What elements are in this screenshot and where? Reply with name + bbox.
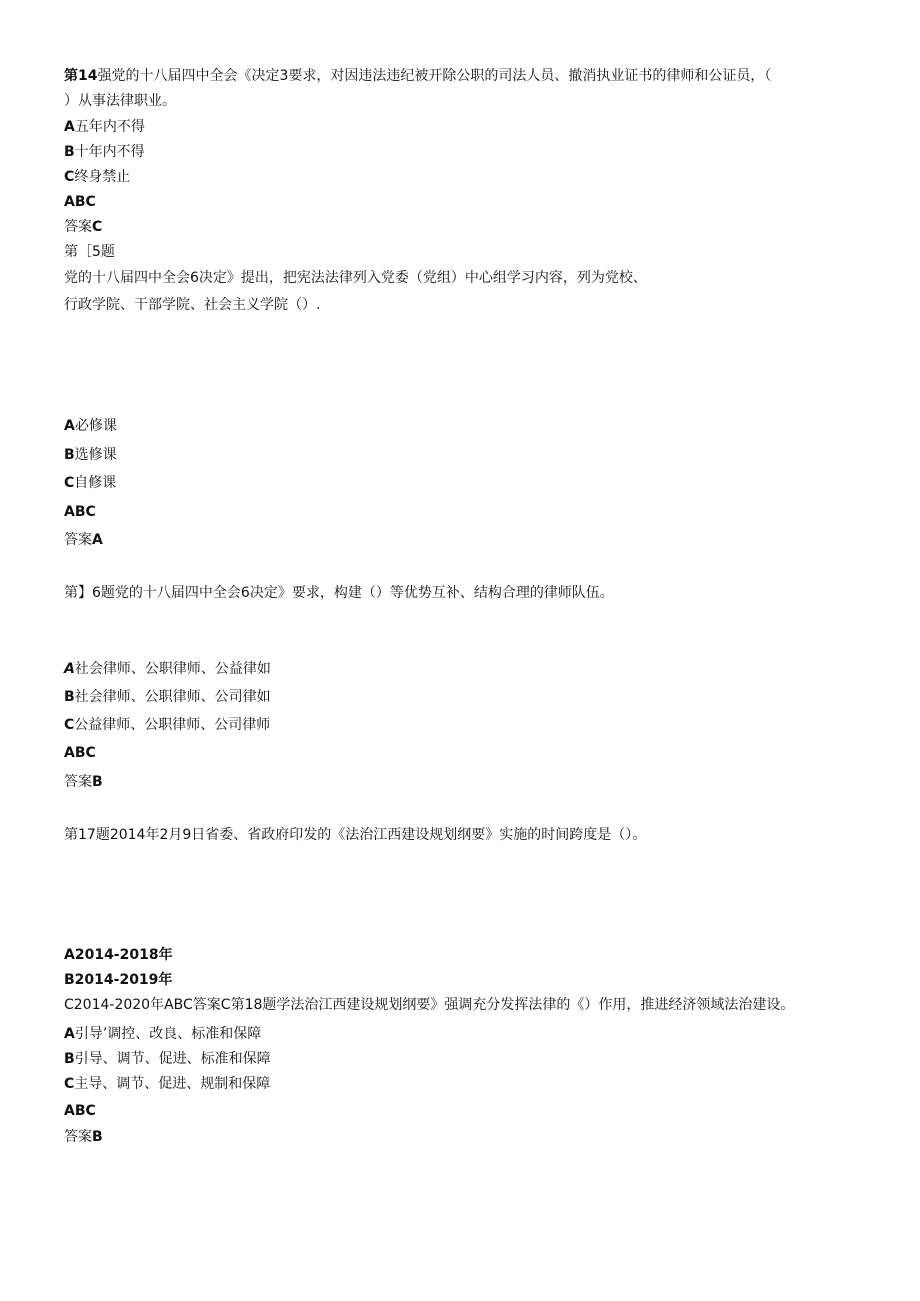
q16-option-a: A社会律师、公职律师、公益律如	[64, 661, 271, 677]
q16-option-c: C公益律师、公职律师、公司律师	[64, 717, 271, 733]
q15-option-b: B选修课	[64, 447, 117, 463]
q14-abc: ABC	[64, 194, 96, 210]
q18-option-a: A引导’调控、改良、标准和保障	[64, 1026, 262, 1042]
q14-stem-line1: 第14强党的十八届四中全会《决定3要求，对因违法违纪被开除公职的司法人员、撤消执业证书的律师和公证员，（	[64, 68, 772, 84]
q15-answer: 答案A	[64, 532, 103, 548]
q16-abc: ABC	[64, 745, 96, 761]
q15-option-a: A必修课	[64, 418, 117, 434]
q18-option-c: C主导、调节、促进、规制和保障	[64, 1076, 271, 1092]
q15-option-c: C自修课	[64, 475, 117, 491]
q15-stem-line1: 党的十八届四中全会6决定》提出，把宪法法律列入党委（党组）中心组学习内容，列为党校、	[64, 270, 647, 286]
q16-answer: 答案B	[64, 774, 103, 790]
q18-abc: ABC	[64, 1103, 96, 1119]
q17-c-q18-merged-line: C2014-2020年ABC答案C第18题学法治江西建设规划纲要》强调充分发挥法律的《）作用，推进经济领域法治建设。	[64, 997, 795, 1013]
q15-header: 第［5题	[64, 244, 115, 260]
q14-option-a: A五年内不得	[64, 119, 145, 135]
q14-stem-line2: ）从事法律职业。	[64, 93, 176, 109]
q14-option-c: C终身禁止	[64, 169, 131, 185]
q17-option-a: A2014-2018年	[64, 947, 173, 963]
q18-option-b: B引导、调节、促进、标准和保障	[64, 1051, 271, 1067]
q14-option-b: B十年内不得	[64, 144, 145, 160]
q16-option-b: B社会律师、公职律师、公司律如	[64, 689, 271, 705]
q14-answer: 答案C	[64, 219, 103, 235]
q17-option-b: B2014-2019年	[64, 972, 173, 988]
q18-answer: 答案B	[64, 1129, 103, 1145]
q15-stem-line2: 行政学院、干部学院、社会主义学院（）.	[64, 297, 321, 313]
q15-abc: ABC	[64, 504, 96, 520]
q16-stem: 第】6题党的十八届四中全会6决定》要求，构建（）等优势互补、结构合理的律师队伍。	[64, 585, 614, 601]
q17-stem: 第17题2014年2月9日省委、省政府印发的《法治江西建设规划纲要》实施的时间跨度是（）。	[64, 827, 647, 843]
